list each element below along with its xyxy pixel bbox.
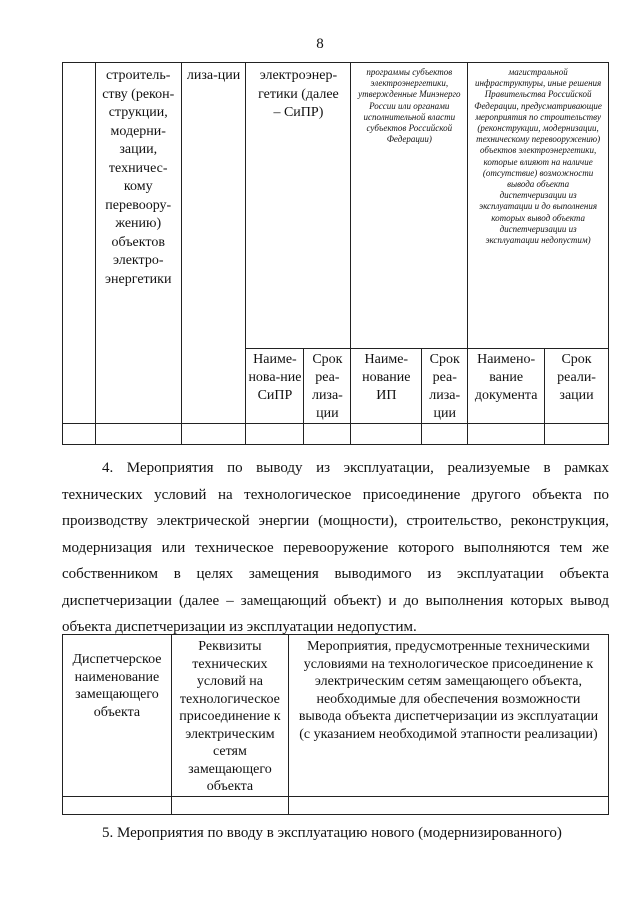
table-cell: лиза-ции [181, 63, 246, 424]
table-header-cell: Мероприятия, предусмотренные техническими условиями на технологическое присоединение к электрическим сетям замещающего объекта, необходимые для обеспечения возможности вывода объекта диспетчеризации из эксплуатации (с указанием необходимой этапности реализации) [288, 635, 608, 797]
table-continuation [62, 62, 609, 445]
table-cell [63, 796, 172, 814]
table-cell: программы субъектов электроэнергетики, утвержденные Минэнерго России или органами исполнительной власти субъектов Российской Федерации) [351, 63, 468, 349]
table-header-cell: Наиме-нование ИП [351, 349, 422, 424]
table-cell [171, 796, 288, 814]
table-header-cell: Реквизиты технических условий на технологическое присоединение к электрическим сетям замещающего объекта [171, 635, 288, 797]
table-cell [351, 424, 422, 445]
replacement-object-table [62, 634, 609, 815]
paragraph-5: 5. Мероприятия по вводу в эксплуатацию нового (модернизированного) [102, 825, 562, 841]
table-cell [95, 424, 181, 445]
table-cell [468, 424, 545, 445]
table-header-cell: Диспетчерское наименование замещающего объекта [63, 635, 172, 797]
table-cell [422, 424, 468, 445]
table-cell: строитель-ству (рекон-струкции, модерни-зации, техничес-кому перевоору-жению) объектов электро-энергетики [95, 63, 181, 424]
table-cell [545, 424, 609, 445]
table-header-cell: Срок реа-лиза-ции [304, 349, 351, 424]
table-cell: электроэнер-гетики (далее – СиПР) [246, 63, 351, 349]
table-cell [181, 424, 246, 445]
paragraph-4: 4. Мероприятия по выводу из эксплуатации, реализуемые в рамках технических условий на технологическое присоединение другого объекта по производству электрической энергии (мощности), строительство, реконструкция, модернизация или техническое перевооружение которого выполняются тем же собственником в целях замещения выводимого из эксплуатации объекта диспетчеризации (далее – замещающий объект) и до выполнения которых вывод объекта диспетчеризации из эксплуатации недопустим. [62, 460, 609, 635]
page-number: 8 [316, 36, 324, 52]
table-cell [304, 424, 351, 445]
table-header-cell: Срок реа-лиза-ции [422, 349, 468, 424]
table-header-cell: Наиме-нова-ние СиПР [246, 349, 304, 424]
table-cell [63, 63, 96, 424]
table-cell: магистральной инфраструктуры, иные решения Правительства Российской Федерации, предусматривающие мероприятия по строительству (реконструкции, модернизации, техническому перевооружению) объектов электроэнергетики, которые влияют на наличие (отсутствие) возможности вывода объекта диспетчеризации из эксплуатации и до выполнения которых вывод объекта диспетчеризации из эксплуатации недопустим) [468, 63, 609, 349]
table-header-cell: Срок реали-зации [545, 349, 609, 424]
table-cell [63, 424, 96, 445]
table-cell [288, 796, 608, 814]
table-header-cell: Наимено-вание документа [468, 349, 545, 424]
table-cell [246, 424, 304, 445]
